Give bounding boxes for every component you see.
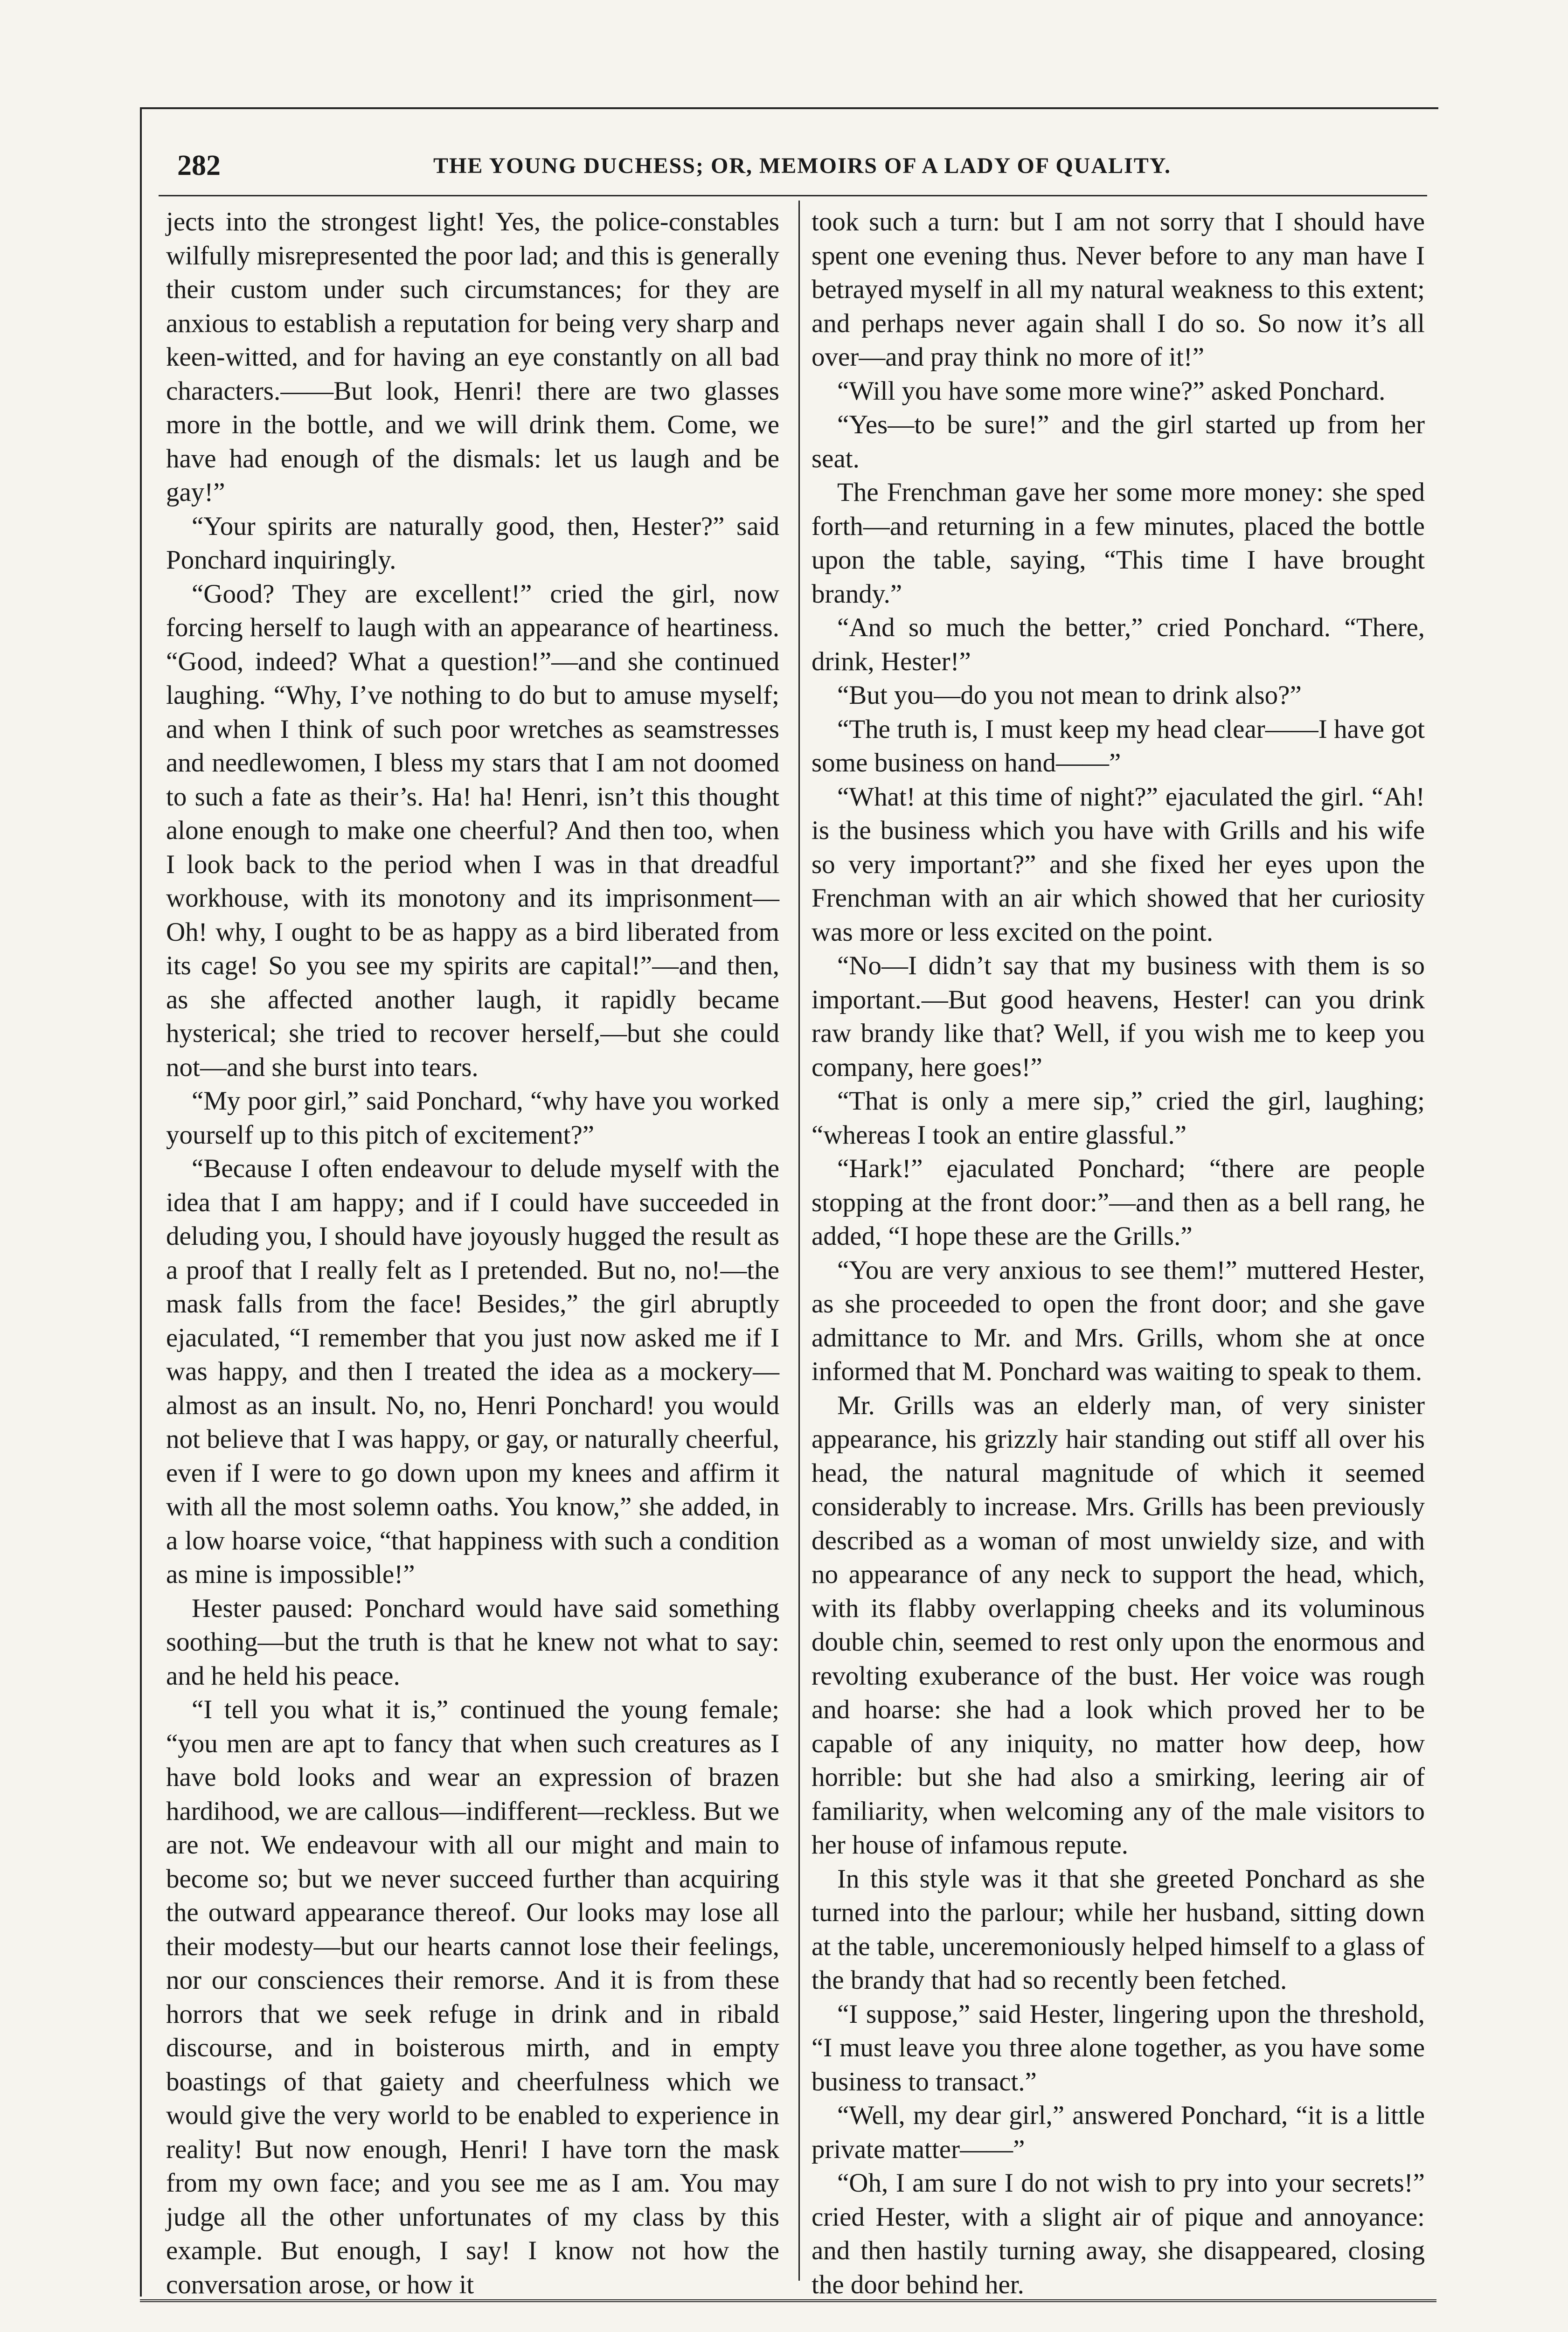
running-title: THE YOUNG DUCHESS; OR, MEMOIRS OF A LADY OF QUALITY. — [433, 153, 1171, 178]
paragraph: “You are very anxious to see them!” muttered Hester, as she proceeded to open the front door; and she gave admittance to Mr. and Mrs. Grills, whom she at once informed that M. Ponchard was waiting to speak to them. — [812, 1255, 1425, 1386]
bottom-rule — [140, 2299, 1436, 2302]
right-column — [812, 205, 1425, 2299]
paragraph: “And so much the better,” cried Ponchard. “There, drink, Hester!” — [812, 613, 1425, 676]
page-number: 282 — [177, 149, 221, 181]
header-rule — [159, 195, 1427, 196]
paragraph: “Hark!” ejaculated Ponchard; “there are people stopping at the front door:”—and then as a bell rang, he added, “I hope these are the Grills.” — [812, 1154, 1425, 1251]
paragraph: Hester paused: Ponchard would have said something soothing—but the truth is that he knew not what to say: and he held his peace. — [166, 1593, 779, 1691]
paragraph: “I tell you what it is,” continued the young female; “you men are apt to fancy that when such creatures as I have bold looks and wear an expression of brazen hardihood, we are callous—indifferent—reckless. But we are not. We endeavour with all our might and main to become so; but we never succeed further than acquiring the outward appearance thereof. Our looks may lose all their modesty—but our hearts cannot lose their feelings, nor our consciences their remorse. And it is from these horrors that we seek refuge in drink and in ribald discourse, and in boisterous mirth, and in empty boastings of that gaiety and cheerfulness which we would give the very world to be enabled to experience in reality! But now enough, Henri! I have torn the mask from my own face; and you see me as I am. You may judge all the other unfortunates of my class by this example. But enough, I say! I know not how the conversation arose, or how it — [166, 1695, 779, 2299]
paragraph: jects into the strongest light! Yes, the police-constables wilfully misrepresented the poor lad; and this is generally their custom under such circumstances; for they are anxious to establish a reputation for being very sharp and keen-witted, and for having an eye constantly on all bad characters.——But look, Henri! there are two glasses more in the bottle, and we will drink them. Come, we have had enough of the dismals: let us laugh and be gay!” — [166, 207, 779, 507]
paragraph: “Your spirits are naturally good, then, Hester?” said Ponchard inquiringly. — [166, 511, 779, 575]
paragraph: “Good? They are excellent!” cried the girl, now forcing herself to laugh with an appearance of heartiness. “Good, indeed? What a question!”—and she continued laughing. “Why, I’ve nothing to do but to amuse myself; and when I think of such poor wretches as seamstresses and needlewomen, I bless my stars that I am not doomed to such a fate as their’s. Ha! ha! Henri, isn’t this thought alone enough to make one cheerful? And then too, when I look back to the period when I was in that dreadful workhouse, with its monotony and its imprisonment—Oh! why, I ought to be as happy as a bird liberated from its cage! So you see my spirits are capital!”—and then, as she affected another laugh, it rapidly became hysterical; she tried to recover herself,—but she could not—and she burst into tears. — [166, 579, 779, 1082]
paragraph: Mr. Grills was an elderly man, of very sinister appearance, his grizzly hair standing out stiff all over his head, the natural magnitude of which it seemed considerably to increase. Mrs. Grills has been previously described as a woman of most unwieldy size, and with no appearance of any neck to support the head, which, with its flabby overlapping cheeks and its voluminous double chin, seemed to rest only upon the enormous and revolting exuberance of the bust. Her voice was rough and hoarse: she had a look which proved her to be capable of any iniquity, no matter how deep, how horrible: but she had also a smirking, leering air of familiarity, when welcoming any of the male visitors to her house of infamous repute. — [812, 1390, 1425, 1860]
paragraph: “Because I often endeavour to delude myself with the idea that I am happy; and if I could have succeeded in deluding you, I should have joyously hugged the result as a proof that I really felt as I pretended. But no, no!—the mask falls from the face! Besides,” the girl abruptly ejaculated, “I remember that you just now asked me if I was happy, and then I treated the idea as a mockery—almost as an insult. No, no, Henri Ponchard! you would not believe that I was happy, or gay, or naturally cheerful, even if I were to go down upon my knees and affirm it with all the most solemn oaths. You know,” she added, in a low hoarse voice, “that happiness with such a condition as mine is impossible!” — [166, 1154, 779, 1589]
paragraph: “Well, my dear girl,” answered Ponchard, “it is a little private matter——” — [812, 2101, 1425, 2164]
paragraph: “What! at this time of night?” ejaculated the girl. “Ah! is the business which you have with Grills and his wife so very important?” and she fixed her eyes upon the Frenchman with an air which showed that her curiosity was more or less excited on the point. — [812, 782, 1425, 947]
paragraph: “I suppose,” said Hester, lingering upon the threshold, “I must leave you three alone together, as you have some business to transact.” — [812, 1999, 1425, 2096]
paragraph: took such a turn: but I am not sorry that I should have spent one evening thus. Never before to any man have I betrayed myself in all my natural weakness to this extent; and perhaps never again shall I do so. So now it’s all over—and pray think no more of it!” — [812, 207, 1425, 372]
paragraph: “That is only a mere sip,” cried the girl, laughing; “whereas I took an entire glassful.” — [812, 1086, 1425, 1150]
column-divider — [798, 201, 800, 2281]
paragraph: The Frenchman gave her some more money: she sped forth—and returning in a few minutes, placed the bottle upon the table, saying, “This time I have brought brandy.” — [812, 478, 1425, 609]
paragraph: “Oh, I am sure I do not wish to pry into your secrets!” cried Hester, with a slight air of pique and annoyance: and then hastily turning away, she disappeared, closing the door behind her. — [812, 2168, 1425, 2299]
paragraph: “Will you have some more wine?” asked Ponchard. — [837, 376, 1386, 406]
left-column — [166, 205, 779, 2299]
paragraph: “The truth is, I must keep my head clear——I have got some business on hand——” — [812, 714, 1425, 777]
paragraph: “But you—do you not mean to drink also?” — [837, 680, 1302, 710]
paragraph: “No—I didn’t say that my business with them is so important.—But good heavens, Hester! can you drink raw brandy like that? Well, if you wish me to keep you company, here goes!” — [812, 951, 1425, 1082]
paragraph: In this style was it that she greeted Ponchard as she turned into the parlour; while her husband, sitting down at the table, unceremoniously helped himself to a glass of the brandy that had so recently been fetched. — [812, 1864, 1425, 1995]
page-header — [177, 145, 1427, 187]
paragraph: “My poor girl,” said Ponchard, “why have you worked yourself up to this pitch of excitement?” — [166, 1086, 779, 1150]
paragraph: “Yes—to be sure!” and the girl started up from her seat. — [812, 410, 1425, 473]
